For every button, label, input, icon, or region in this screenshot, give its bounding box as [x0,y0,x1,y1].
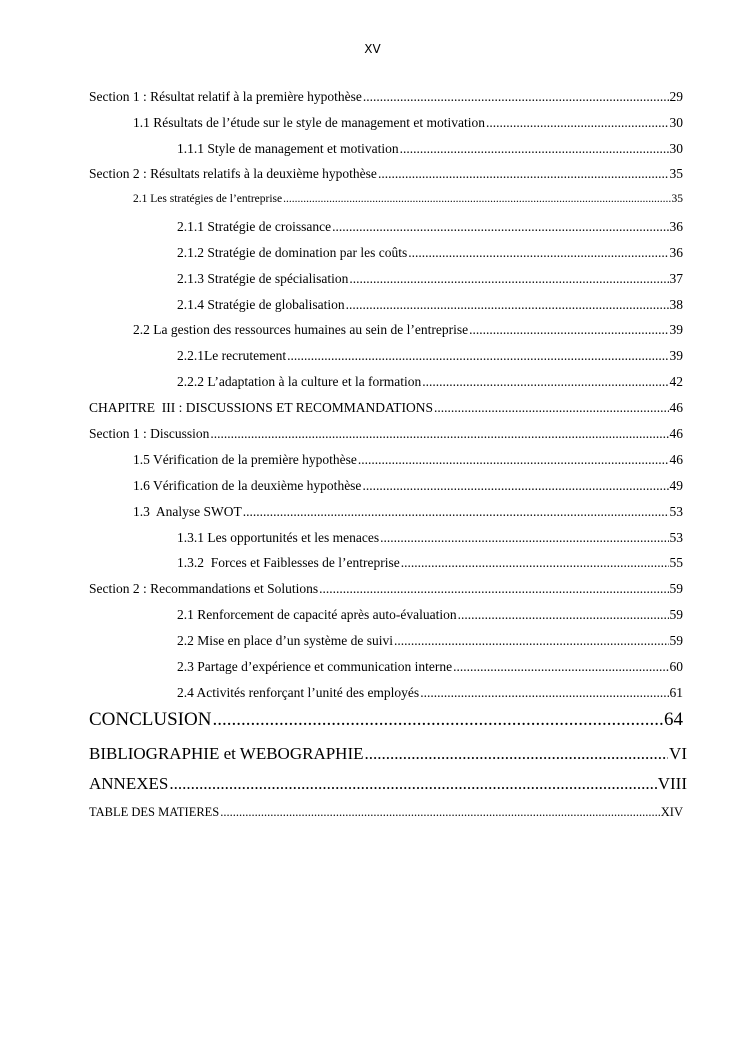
dot-leader [358,452,669,468]
toc-entry-page: 46 [669,400,683,415]
toc-entry-page: 53 [669,504,683,519]
toc-entry-conclusion[interactable] [89,709,683,731]
dot-leader [210,426,668,442]
toc-entry-label: 2.2 Mise en place d’un système de suivi [177,633,393,648]
dot-leader [332,219,668,235]
toc-entry-label: 2.1.3 Stratégie de spécialisation [177,271,349,286]
toc-entry-label: 1.3 Analyse SWOT [133,504,242,519]
toc-entry-label: Section 2 : Recommandations et Solutions [89,581,319,596]
dot-leader [453,659,668,675]
page-number: XV [364,42,381,56]
dot-leader [420,685,668,701]
toc-entry-page: 59 [669,607,683,622]
toc-entry-label: TABLE DES MATIERES [89,805,220,819]
toc-entry-rec-2-3[interactable] [177,659,683,675]
dot-leader [469,322,668,338]
dot-leader [349,271,668,287]
toc-entry-chapitre-3[interactable] [89,400,683,416]
toc-entry-1-6[interactable] [133,478,683,494]
toc-entry-label: 1.1 Résultats de l’étude sur le style de management et motivation [133,115,486,130]
toc-entry-label: Section 1 : Discussion [89,426,210,441]
toc-entry-page: 42 [669,374,683,389]
toc-entry-page: 53 [669,530,683,545]
toc-entry-label: 2.2.2 L’adaptation à la culture et la formation [177,374,422,389]
toc-entry-1-3-2[interactable] [177,555,683,571]
toc-entry-page: 29 [669,89,683,104]
toc-entry-page: 59 [669,633,683,648]
toc-entry-section-2-recommendations[interactable] [89,581,683,597]
toc-entry-1-1[interactable] [133,115,683,131]
dot-leader [319,581,668,597]
toc-entry-2-1-3[interactable] [177,271,683,287]
dot-leader [394,633,669,649]
toc-entry-label: 1.3.1 Les opportunités et les menaces [177,530,380,545]
toc-entry-label: 2.1.2 Stratégie de domination par les coûts [177,245,408,260]
dot-leader [458,607,669,623]
dot-leader [400,141,669,157]
toc-entry-page: 46 [669,426,683,441]
toc-entry-page: 36 [669,219,683,234]
toc-entry-2-1-1[interactable] [177,219,683,235]
dot-leader [287,348,668,364]
dot-leader [283,193,670,205]
toc-entry-label: 2.1.1 Stratégie de croissance [177,219,332,234]
toc-entry-page: VIII [657,774,687,793]
toc-entry-1-3-1[interactable] [177,530,683,546]
toc-entry-rec-2-2[interactable] [177,633,683,649]
toc-entry-page: 39 [669,322,683,337]
toc-entry-page: 46 [669,452,683,467]
toc-entry-1-5[interactable] [133,452,683,468]
dot-leader [380,530,668,546]
dot-leader [408,245,668,261]
toc-entry-page: VI [669,744,687,763]
dot-leader [362,478,668,494]
toc-entry-page: 49 [669,478,683,493]
toc-entry-label: Section 2 : Résultats relatifs à la deuxième hypothèse [89,166,377,181]
toc-entry-label: CONCLUSION [89,709,212,730]
dot-leader [243,504,669,520]
toc-entry-page: 35 [669,166,683,181]
toc-entry-page: 30 [669,141,683,156]
toc-entry-label: 2.2.1Le recrutement [177,348,287,363]
dot-leader [220,805,660,820]
toc-entry-section-2-results[interactable] [89,166,683,182]
toc-entry-label: 2.1 Renforcement de capacité après auto-évaluation [177,607,457,622]
dot-leader [401,555,669,571]
dot-leader [378,166,669,182]
toc-entry-section-1-discussion[interactable] [89,426,683,442]
toc-entry-page: 64 [664,709,683,730]
toc-entry-page: 60 [669,659,683,674]
toc-entry-label: 2.4 Activités renforçant l’unité des employés [177,685,420,700]
toc-entry-page: 39 [669,348,683,363]
toc-entry-label: 2.1 Les stratégies de l’entreprise [133,193,283,205]
dot-leader [422,374,668,390]
dot-leader [363,89,669,105]
toc-entry-section-1-result[interactable] [89,89,683,105]
dot-leader [212,709,663,731]
toc-entry-label: 2.3 Partage d’expérience et communication interne [177,659,453,674]
toc-entry-label: 2.1.4 Stratégie de globalisation [177,297,345,312]
toc-entry-page: 59 [669,581,683,596]
toc-entry-rec-2-4[interactable] [177,685,683,701]
toc-entry-2-1-2[interactable] [177,245,683,261]
toc-entry-label: Section 1 : Résultat relatif à la première hypothèse [89,89,362,104]
toc-entry-1-1-1[interactable] [177,141,683,157]
toc-entry-label: BIBLIOGRAPHIE et WEBOGRAPHIE [89,744,364,763]
dot-leader [486,115,668,131]
toc-entry-table-des-matieres[interactable] [89,805,683,820]
toc-entry-rec-2-1[interactable] [177,607,683,623]
toc-entry-2-2-1[interactable] [177,348,683,364]
dot-leader [434,400,668,416]
dot-leader [169,774,656,794]
toc-entry-label: 1.6 Vérification de la deuxième hypothèse [133,478,362,493]
dot-leader [365,744,669,764]
toc-entry-page: 55 [669,555,683,570]
toc-entry-page: 35 [671,193,683,205]
toc-entry-2-2[interactable] [133,322,683,338]
toc-entry-page: 36 [669,245,683,260]
toc-entry-page: XIV [660,805,683,819]
toc-entry-page: 30 [669,115,683,130]
toc-entry-label: 1.5 Vérification de la première hypothèse [133,452,357,467]
toc-entry-label: CHAPITRE III : DISCUSSIONS ET RECOMMANDATIONS [89,400,434,415]
toc-entry-2-1-4[interactable] [177,297,683,313]
toc-entry-2-2-2[interactable] [177,374,683,390]
toc-entry-annexes[interactable] [89,774,687,794]
toc-entry-label: 2.2 La gestion des ressources humaines au sein de l’entreprise [133,322,469,337]
toc-entry-label: 1.1.1 Style de management et motivation [177,141,399,156]
toc-entry-bibliographie[interactable] [89,744,687,764]
toc-entry-2-1[interactable] [133,193,683,205]
toc-entry-page: 61 [669,685,683,700]
toc-entry-1-3[interactable] [133,504,683,520]
toc-entry-label: ANNEXES [89,774,169,793]
toc-entry-page: 37 [669,271,683,286]
toc-entry-label: 1.3.2 Forces et Faiblesses de l’entreprise [177,555,400,570]
toc-entry-page: 38 [669,297,683,312]
dot-leader [346,297,669,313]
